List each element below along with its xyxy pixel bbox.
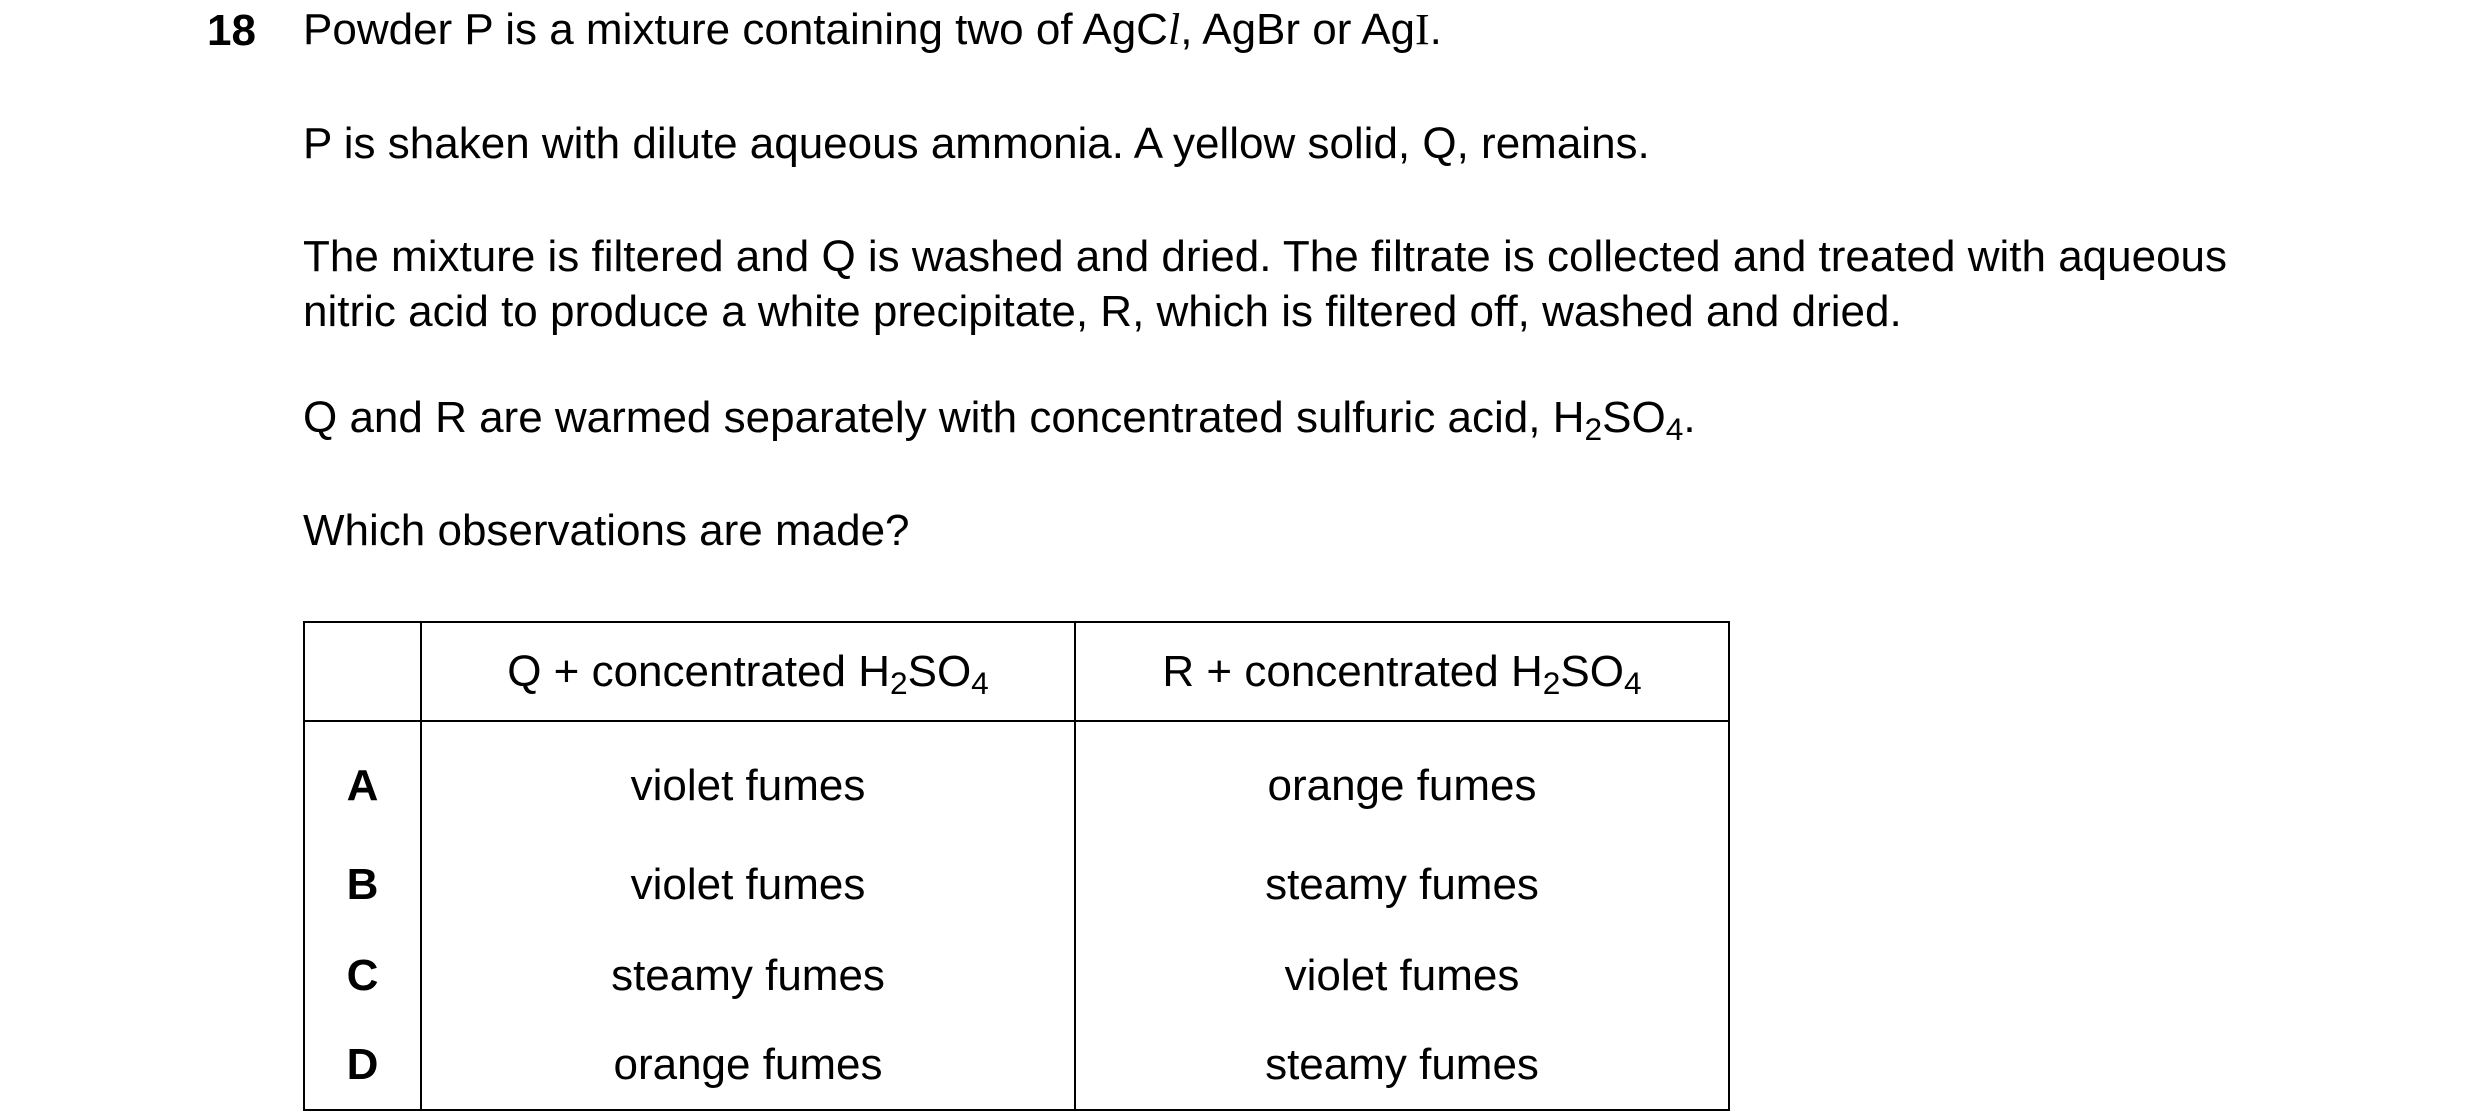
question-number: 18 [207,6,256,55]
q-observation: violet fumes [421,721,1075,839]
question-line-2: P is shaken with dilute aqueous ammonia. A yellow solid, Q, remains. [303,119,1650,168]
line4-text: Q and R are warmed separately with concentrated sulfuric acid, H [303,393,1585,442]
line4-sub-4: 4 [1665,410,1684,447]
r-observation: steamy fumes [1075,1021,1729,1110]
option-key: B [304,839,421,930]
r-observation: steamy fumes [1075,839,1729,930]
header-r: R + concentrated $H_2SO_4$ [1075,622,1729,721]
question-line-3b: nitric acid to produce a white precipitate, R, which is filtered off, washed and dried. [303,287,1902,336]
option-key: D [304,1021,421,1110]
question-line-1 [303,2,2453,57]
question-line-4 [303,390,2453,445]
iodine-serif-i: I [1415,5,1430,54]
q-observation: orange fumes [421,1021,1075,1110]
q-observation: violet fumes [421,839,1075,930]
line4-sub-2: 2 [1584,410,1603,447]
line4-so: SO [1602,393,1666,442]
header-empty-cell [304,622,421,721]
header-q: Q + concentrated $H_2SO_4$ [421,622,1075,721]
line1-text-post: , AgBr or Ag [1180,5,1416,54]
table-row [304,839,1729,930]
observations-table [303,621,1730,1111]
table-header-row [304,622,1729,721]
table-row [304,1021,1729,1110]
question-line-5: Which observations are made? [303,506,910,555]
option-key: C [304,930,421,1021]
line4-end: . [1683,393,1696,442]
table-row [304,930,1729,1021]
table-row [304,721,1729,839]
r-observation: orange fumes [1075,721,1729,839]
chlorine-italic-l: l [1167,5,1181,54]
line1-end: . [1429,5,1442,54]
line1-text: Powder P is a mixture containing two of AgC [303,5,1168,54]
q-observation: steamy fumes [421,930,1075,1021]
r-observation: violet fumes [1075,930,1729,1021]
option-key: A [304,721,421,839]
question-line-3a: The mixture is filtered and Q is washed and dried. The filtrate is collected and treated with aqueous [303,232,2228,281]
